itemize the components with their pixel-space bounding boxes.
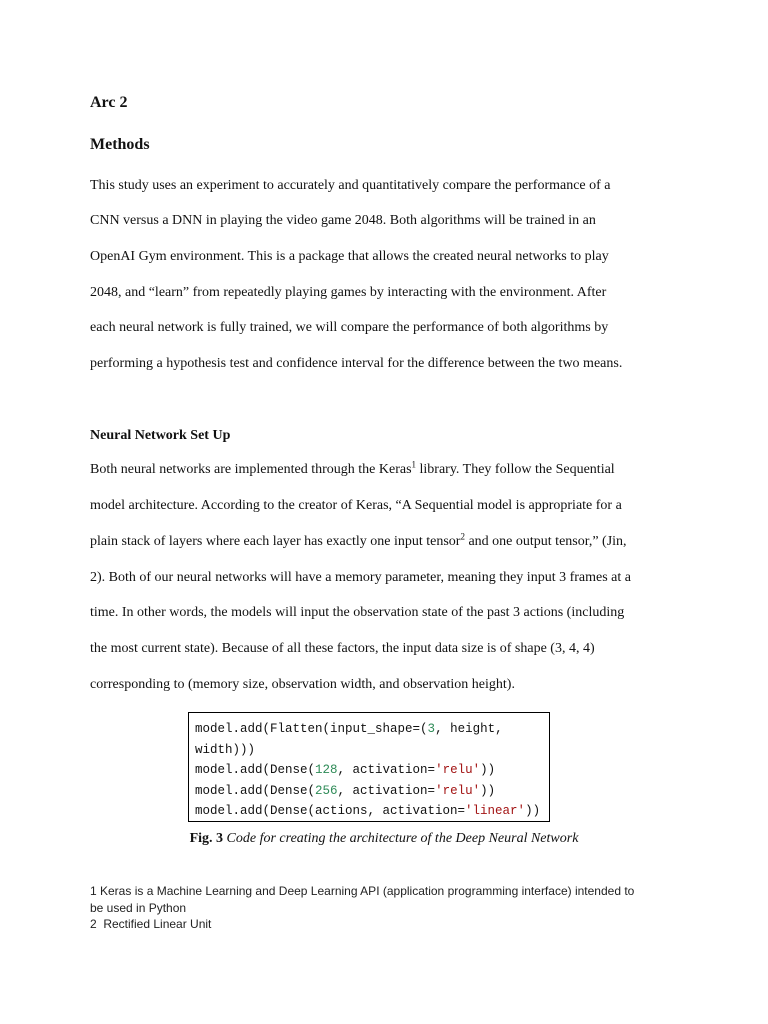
- code-text: model.add(Flatten(input_shape=(: [195, 722, 428, 736]
- text-run: plain stack of layers where each layer has exactly one input tensor: [90, 534, 461, 549]
- code-block: [188, 712, 550, 822]
- paragraph-line: each neural network is fully trained, we will compare the performance of both algorithms by: [90, 320, 609, 335]
- code-line: width))): [195, 742, 256, 757]
- code-string: 'relu': [435, 763, 481, 777]
- code-text: model.add(Dense(: [195, 783, 316, 798]
- code-text: , height,: [435, 722, 503, 736]
- code-string: 'linear': [465, 804, 526, 818]
- footnote-ref-1: 1: [411, 459, 417, 470]
- code-text: , activation=: [337, 783, 436, 798]
- figure-label: Fig. 3: [189, 831, 224, 846]
- code-number: 128: [315, 763, 338, 777]
- paragraph-line: model architecture. According to the creator of Keras, “A Sequential model is appropriate for a: [90, 498, 622, 513]
- code-text: )): [480, 763, 496, 777]
- code-string: 'relu': [435, 783, 481, 798]
- footnotes: [90, 883, 680, 933]
- code-line: [195, 760, 543, 781]
- code-text: , activation=: [337, 763, 436, 777]
- footnote-ref-2: 2: [460, 531, 465, 542]
- code-number: 3: [427, 722, 436, 736]
- paragraph-line: 2). Both of our neural networks will have a memory parameter, meaning they input 3 frames at a: [90, 570, 631, 585]
- code-text: model.add(Dense(: [195, 763, 316, 777]
- text-run: library. They follow the Sequential: [416, 462, 615, 477]
- figure-caption-text: Code for creating the architecture of the Deep Neural Network: [223, 831, 579, 846]
- code-text: )): [480, 783, 496, 798]
- code-number: 256: [315, 783, 338, 798]
- code-line: [195, 781, 543, 802]
- code-line: [195, 719, 543, 740]
- footnote-1: 1 Keras is a Machine Learning and Deep Learning API (application programming interface) intended to: [90, 884, 635, 898]
- paragraph-line: CNN versus a DNN in playing the video game 2048. Both algorithms will be trained in an: [90, 213, 596, 228]
- code-text: model.add(Dense(actions, activation=: [195, 804, 466, 818]
- paragraph-line: performing a hypothesis test and confidence interval for the difference between the two means.: [90, 356, 623, 371]
- section-title-methods: Methods: [90, 136, 150, 153]
- paragraph-line: [90, 461, 690, 479]
- paragraph-line: the most current state). Because of all these factors, the input data size is of shape (3, 4, 4): [90, 641, 595, 656]
- paragraph-line: corresponding to (memory size, observation width, and observation height).: [90, 677, 515, 692]
- text-run: and one output tensor,” (Jin,: [464, 534, 627, 549]
- arc-title: Arc 2: [90, 94, 128, 111]
- paragraph-line: time. In other words, the models will input the observation state of the past 3 actions (including: [90, 605, 625, 620]
- paragraph-line: [90, 533, 690, 551]
- code-line: [195, 801, 543, 822]
- paragraph-line: 2048, and “learn” from repeatedly playing games by interacting with the environment. After: [90, 285, 607, 300]
- paragraph-line: OpenAI Gym environment. This is a package that allows the created neural networks to play: [90, 249, 609, 264]
- subsection-title: Neural Network Set Up: [90, 428, 231, 443]
- footnote-2: 2 Rectified Linear Unit: [90, 917, 212, 931]
- footnote-1-continued: be used in Python: [90, 900, 187, 915]
- figure-caption: [0, 831, 768, 847]
- paragraph-line: This study uses an experiment to accurately and quantitatively compare the performance of a: [90, 178, 611, 193]
- code-text: )): [525, 804, 541, 818]
- text-run: Both neural networks are implemented through the Keras: [90, 462, 412, 477]
